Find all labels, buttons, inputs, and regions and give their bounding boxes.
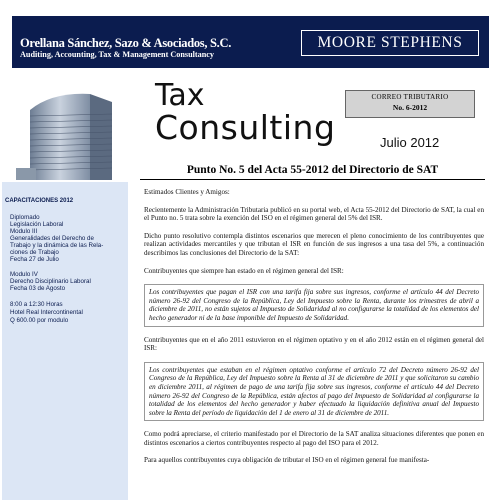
sidebar-line: Trabajo y la dinámica de las Rela- bbox=[10, 242, 104, 249]
greeting: Estimados Clientes y Amigos: bbox=[144, 188, 230, 196]
article-heading: Punto No. 5 del Acta 55-2012 del Directorio de SAT bbox=[140, 164, 485, 180]
sidebar-line: ciones de Trabajo bbox=[10, 249, 59, 256]
issue-date: Julio 2012 bbox=[380, 135, 440, 150]
quote-block: Los contribuyentes que estaban en el régimen optativo conforme el artículo 72 del Decreto número 26-92 del Congreso de la República, Ley del Impuesto sobre la Renta al 31 de diciembre de 2011 y que solicitaron su cambio en diciembre 2011, al régimen de pago de una tarifa fija sobre sus ingresos, conforme el artículo 44 del Decreto número 26-92 del Congreso de la República, están afectos al pago del Impuesto de Solidaridad al configurarse la totalidad de los elementos del hecho generador y haber efectuado la liquidación definitiva anual del Impuesto sobre la Renta del período de liquidación del 1 de enero al 31 de diciembre de 2011. bbox=[144, 362, 484, 422]
sidebar bbox=[0, 182, 128, 500]
brand-name: MOORE STEPHENS bbox=[317, 34, 463, 51]
building-image bbox=[12, 90, 130, 180]
sidebar-title: CAPACITACIONES 2012 bbox=[5, 198, 74, 204]
sidebar-line: Legislación Laboral bbox=[10, 221, 64, 228]
masthead-title-line1: Tax bbox=[155, 78, 205, 113]
firm-subtitle: Auditing, Accounting, Tax & Management Consultancy bbox=[20, 50, 215, 59]
sidebar-line: Hotel Real Intercontinental bbox=[10, 309, 83, 316]
paragraph: Como podrá apreciarse, el criterio manifestado por el Directorio de la SAT analiza situaciones diferentes que ponen en distintos escenarios a ciertos contribuyentes respecto al pago del ISO para el 2012. bbox=[144, 430, 484, 447]
sidebar-line: Fecha 03 de Agosto bbox=[10, 285, 66, 292]
badge-label: CORREO TRIBUTARIO bbox=[371, 93, 449, 101]
sidebar-line: Diplomado bbox=[10, 214, 40, 221]
sidebar-line: Fecha 27 de Julio bbox=[10, 256, 59, 263]
badge-number: No. 6-2012 bbox=[392, 103, 428, 112]
paragraph: Contribuyentes que siempre han estado en el régimen general del ISR: bbox=[144, 266, 344, 275]
issue-badge bbox=[345, 90, 475, 118]
sidebar-line: Modulo III bbox=[10, 228, 38, 235]
brand-logo bbox=[301, 30, 479, 56]
header-bar bbox=[12, 16, 489, 68]
sidebar-line: Derecho Disciplinario Laboral bbox=[10, 278, 91, 285]
paragraph: Recientemente la Administración Tributaria publicó en su portal web, el Acta 55-2012 del Directorio de SAT, la cual en el Punto no. 5 trata sobre la exención del ISO en el régimen general del 5% del ISR. bbox=[144, 205, 484, 223]
masthead-title-line2: Consulting bbox=[155, 108, 336, 147]
firm-name: Orellana Sánchez, Sazo & Asociados, S.C. bbox=[20, 36, 232, 50]
sidebar-line: Modulo IV bbox=[10, 271, 38, 278]
sidebar-line: 8:00 a 12:30 Horas bbox=[10, 301, 63, 308]
quote-block: Los contribuyentes que pagan el ISR con una tarifa fija sobre sus ingresos, conforme el artículo 44 del Decreto número 26-92 del Congreso de la República, Ley del Impuesto sobre la Renta, durante los trimestres de abril a diciembre de 2011, no están sujetos al Impuesto de Solidaridad al no configurarse la totalidad de los elementos del hecho generador ni de la base imponible del Impuesto de Solidaridad. bbox=[144, 284, 484, 326]
article-body bbox=[144, 188, 484, 474]
paragraph: Dicho punto resolutivo contempla distintos escenarios que merecen el pleno conocimiento de los contribuyentes que realizan actividades mercantiles y que tributan el ISR en función de sus ingresos a una tasa del 5%, a continuación describimos las conclusiones del Directorio de la SAT: bbox=[144, 231, 484, 257]
paragraph: Contribuyentes que en el año 2011 estuvieron en el régimen optativo y en el año 2012 están en el régimen general del ISR: bbox=[144, 335, 484, 353]
sidebar-line: Q 600.00 por modulo bbox=[10, 317, 69, 324]
sidebar-line: Generalidades del Derecho de bbox=[10, 235, 94, 242]
paragraph: Para aquellos contribuyentes cuya obligación de tributar el ISO en el régimen general fue manifesta- bbox=[144, 456, 430, 465]
